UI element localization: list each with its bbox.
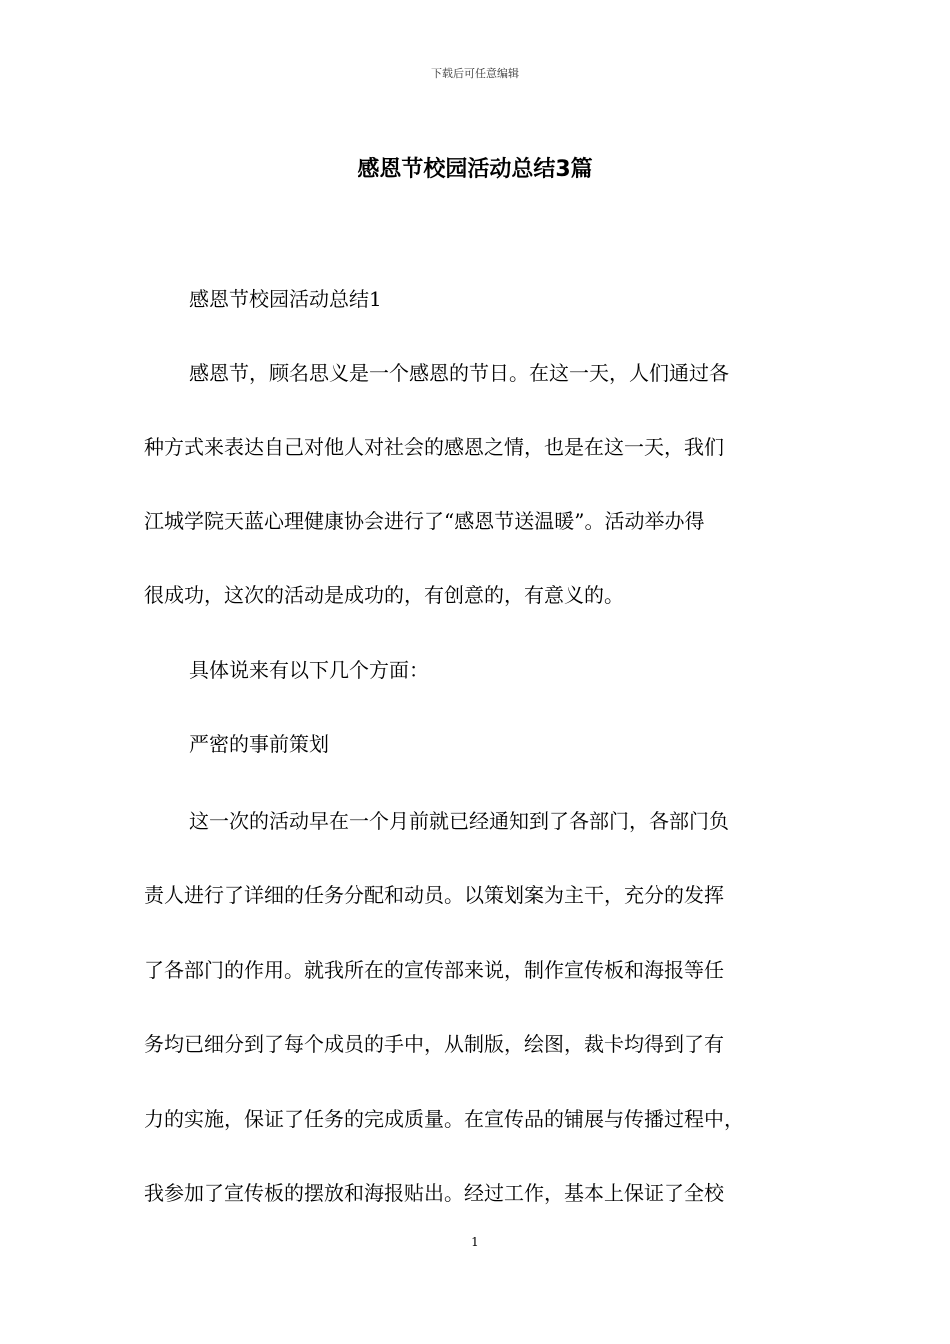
subheading: 严密的事前策划 bbox=[189, 732, 329, 756]
paragraph-line: 这一次的活动早在一个月前就已经通知到了各部门，各部门负 bbox=[189, 809, 729, 833]
paragraph-line: 我参加了宣传板的摆放和海报贴出。经过工作，基本上保证了全校 bbox=[144, 1181, 724, 1205]
paragraph-line: 很成功，这次的活动是成功的，有创意的，有意义的。 bbox=[144, 583, 624, 607]
download-note: 下载后可任意编辑 bbox=[431, 67, 519, 80]
paragraph-line: 江城学院天蓝心理健康协会进行了“感恩节送温暖”。活动举办得 bbox=[144, 509, 705, 533]
paragraph-line: 了各部门的作用。就我所在的宣传部来说，制作宣传板和海报等任 bbox=[144, 958, 724, 982]
section-heading: 感恩节校园活动总结1 bbox=[189, 287, 382, 311]
page-number: 1 bbox=[471, 1235, 479, 1249]
paragraph-line: 责人进行了详细的任务分配和动员。以策划案为主干，充分的发挥 bbox=[144, 883, 724, 907]
paragraph-line: 力的实施，保证了任务的完成质量。在宣传品的铺展与传播过程中， bbox=[144, 1107, 744, 1131]
paragraph-line: 感恩节，顾名思义是一个感恩的节日。在这一天，人们通过各 bbox=[189, 361, 729, 385]
paragraph-line: 具体说来有以下几个方面： bbox=[189, 658, 429, 682]
paragraph-line: 种方式来表达自己对他人对社会的感恩之情，也是在这一天，我们 bbox=[144, 435, 724, 459]
document-title: 感恩节校园活动总结3篇 bbox=[357, 157, 593, 182]
paragraph-line: 务均已细分到了每个成员的手中，从制版，绘图，裁卡均得到了有 bbox=[144, 1032, 724, 1056]
